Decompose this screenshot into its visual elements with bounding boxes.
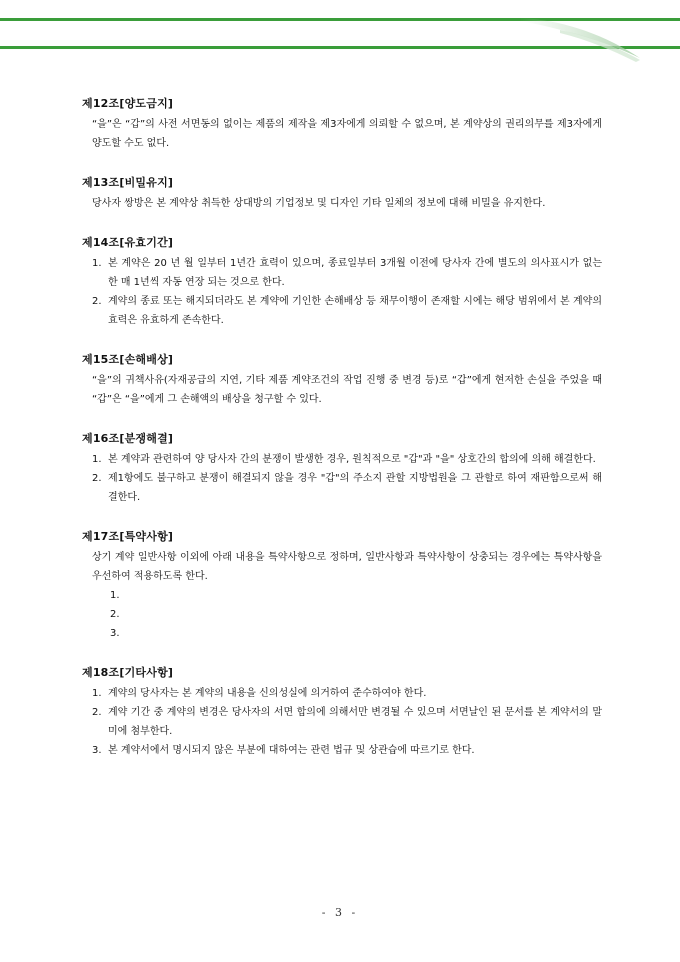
item-number: 2. xyxy=(92,473,102,484)
article-item xyxy=(82,292,602,330)
item-number: 2. xyxy=(92,296,102,307)
header-decoration xyxy=(0,0,680,70)
article-15 xyxy=(82,352,602,409)
article-title: 제13조[비밀유지] xyxy=(82,176,174,189)
item-text: 계약의 당사자는 본 계약의 내용을 신의성실에 의거하여 준수하여야 한다. xyxy=(108,688,427,699)
article-13 xyxy=(82,175,602,213)
article-12 xyxy=(82,96,602,153)
article-title: 제12조[양도금지] xyxy=(82,97,174,110)
special-term-slot: 2. xyxy=(110,609,120,620)
item-number: 1. xyxy=(92,454,102,465)
page-number: - 3 - xyxy=(321,906,359,919)
article-item xyxy=(82,703,602,741)
header-line-top xyxy=(0,18,680,21)
item-text: 계약의 종료 또는 해지되더라도 본 계약에 기인한 손해배상 등 채무이행이 존재할 시에는 해당 범위에서 본 계약의 효력은 유효하게 존속한다. xyxy=(108,296,602,326)
article-16 xyxy=(82,431,602,507)
special-term-slot: 1. xyxy=(110,590,120,601)
item-text: 계약 기간 중 계약의 변경은 당사자의 서면 합의에 의해서만 변경될 수 있으며 서면날인 된 문서를 본 계약서의 말미에 첨부한다. xyxy=(108,707,602,737)
item-number: 1. xyxy=(92,258,102,269)
article-item xyxy=(82,684,602,703)
article-18 xyxy=(82,665,602,760)
article-title: 제18조[기타사항] xyxy=(82,666,174,679)
article-title: 제16조[분쟁해결] xyxy=(82,432,174,445)
article-title: 제15조[손해배상] xyxy=(82,353,174,366)
article-item xyxy=(82,469,602,507)
item-text: 제1항에도 불구하고 분쟁이 해결되지 않을 경우 "갑"의 주소지 관할 지방법원을 그 관할로 하여 재판함으로써 해결한다. xyxy=(108,473,602,503)
contract-body xyxy=(82,96,602,782)
article-paragraph: “을”은 “갑”의 사전 서면동의 없이는 제품의 제작을 제3자에게 의뢰할 수 없으며, 본 계약상의 권리의무를 제3자에게 양도할 수도 없다. xyxy=(92,119,602,149)
article-14 xyxy=(82,235,602,330)
article-paragraph: “을”의 귀책사유(자재공급의 지연, 기타 제품 계약조건의 작업 진행 중 변경 등)로 “갑”에게 현저한 손실을 주었을 때 “갑”은 “을”에게 그 손해액의 배상을 청구할 수 있다. xyxy=(92,375,602,405)
article-item xyxy=(82,450,602,469)
item-text: 본 계약과 관련하여 양 당사자 간의 분쟁이 발생한 경우, 원칙적으로 "갑"과 "을" 상호간의 합의에 의해 해결한다. xyxy=(108,454,596,465)
article-paragraph: 당사자 쌍방은 본 계약상 취득한 상대방의 기업정보 및 디자인 기타 일체의 정보에 대해 비밀을 유지한다. xyxy=(92,198,546,209)
article-17 xyxy=(82,529,602,643)
item-text: 본 계약서에서 명시되지 않은 부분에 대하여는 관련 법규 및 상관습에 따르기로 한다. xyxy=(108,745,475,756)
item-number: 2. xyxy=(92,707,102,718)
special-term-slot: 3. xyxy=(110,628,120,639)
article-title: 제14조[유효기간] xyxy=(82,236,174,249)
article-item xyxy=(82,741,602,760)
header-line-bottom xyxy=(0,46,680,49)
article-paragraph: 상기 계약 일반사항 이외에 아래 내용을 특약사항으로 정하며, 일반사항과 특약사항이 상충되는 경우에는 특약사항을 우선하여 적용하도록 한다. xyxy=(92,552,602,582)
article-title: 제17조[특약사항] xyxy=(82,530,174,543)
item-text: 본 계약은 20 년 월 일부터 1년간 효력이 있으며, 종료일부터 3개월 이전에 당사자 간에 별도의 의사표시가 없는 한 매 1년씩 자동 연장 되는 것으로 한다. xyxy=(108,258,602,288)
item-number: 3. xyxy=(92,745,102,756)
item-number: 1. xyxy=(92,688,102,699)
article-item xyxy=(82,254,602,292)
